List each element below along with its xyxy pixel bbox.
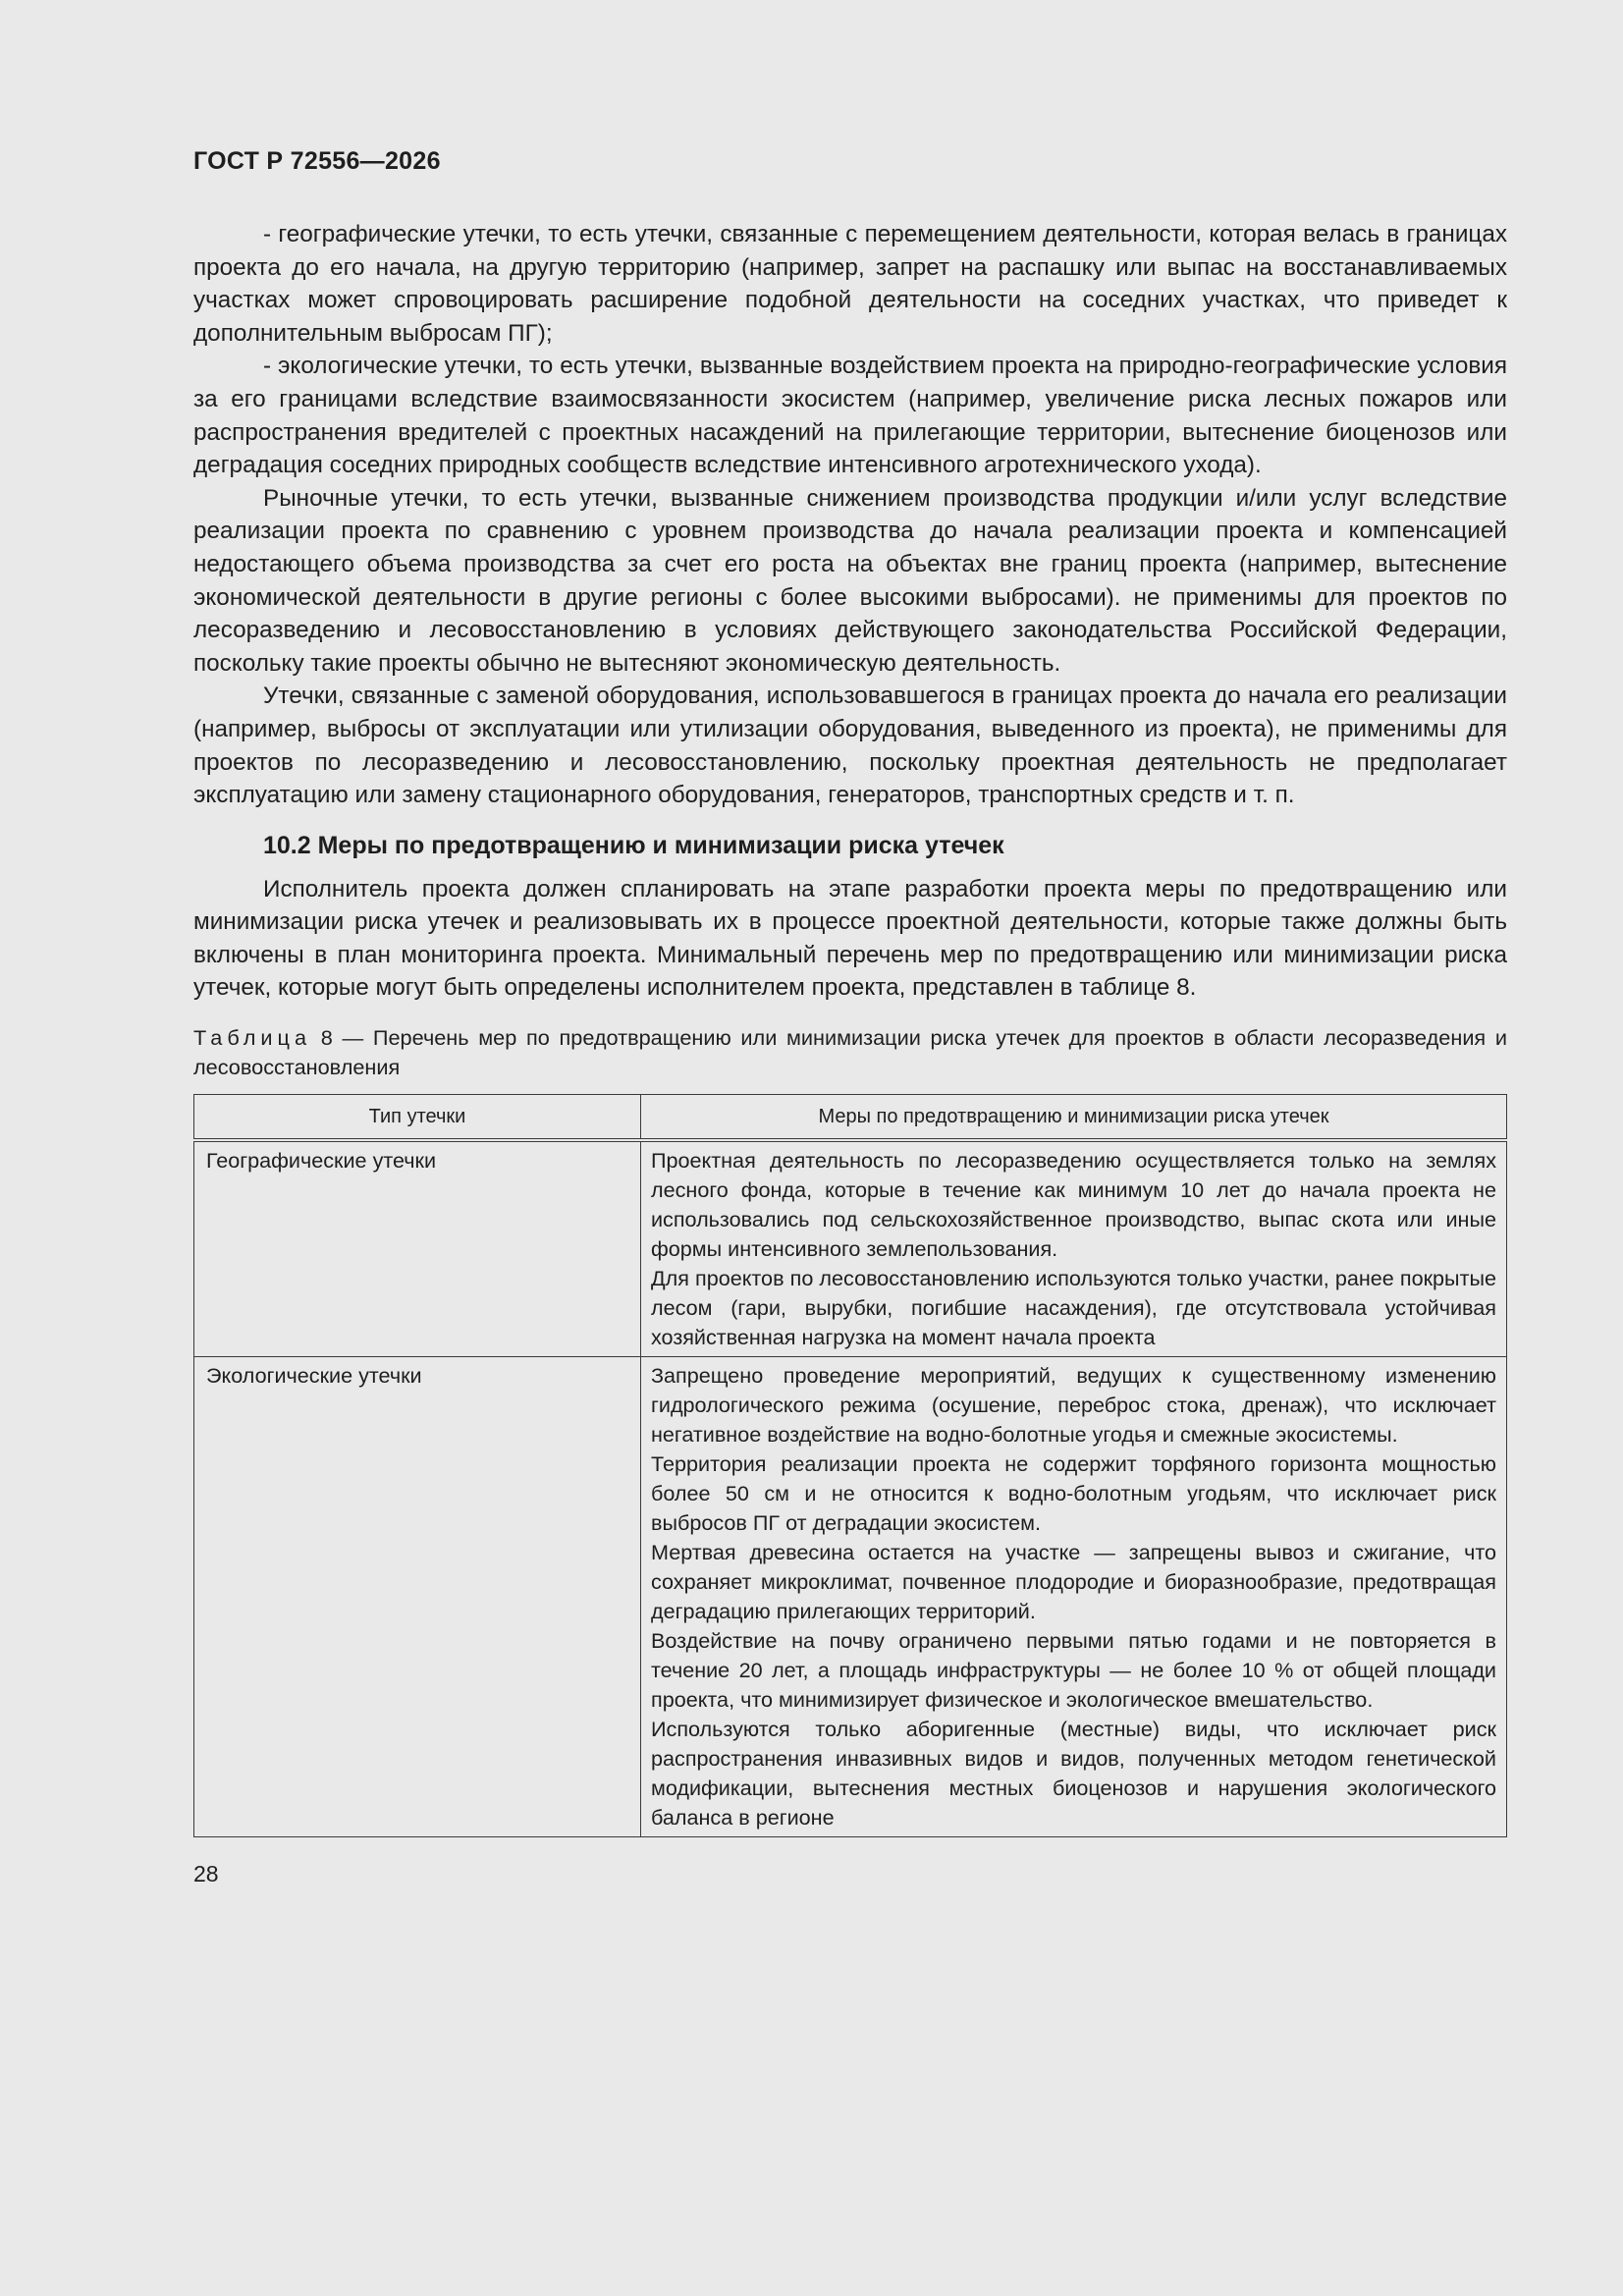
table-row xyxy=(194,1140,1507,1357)
table-caption-label: Таблица xyxy=(193,1025,312,1051)
measure-item: Для проектов по лесовосстановлению используются только участки, ранее покрытые лесом (гари, вырубки, погибшие насаждения), где отсутствовала устойчивая хозяйственная нагрузка на момент начала проекта xyxy=(651,1266,1496,1350)
table-caption-text: 8 — Перечень мер по предотвращению или минимизации риска утечек для проектов в области лесоразведения и лесовосстановления xyxy=(193,1025,1507,1080)
measure-item: Воздействие на почву ограничено первыми пятью годами и не повторяется в течение 20 лет, а площадь инфраструктуры — не более 10 % от общей площади проекта, что минимизирует физическое и экологическое вмешательство. xyxy=(651,1628,1496,1713)
paragraph-equipment-leaks: Утечки, связанные с заменой оборудования, использовавшегося в границах проекта до начала его реализации (например, выбросы от эксплуатации или утилизации оборудования, выведенного из проекта), не применимы для проектов по лесоразведению и лесовосстановлению, поскольку проектная деятельность не предполагает эксплуатацию или замену стационарного оборудования, генераторов, транспортных средств и т. п. xyxy=(193,683,1507,809)
table-row xyxy=(194,1357,1507,1837)
measures-cell xyxy=(641,1357,1507,1837)
measure-item: Мертвая древесина остается на участке — запрещены вывоз и сжигание, что сохраняет микроклимат, почвенное плодородие и биоразнообразие, предотвращая деградацию прилегающих территорий. xyxy=(651,1540,1496,1624)
paragraph-geographic-leaks: - географические утечки, то есть утечки, связанные с перемещением деятельности, которая велась в границах проекта до его начала, на другую территорию (например, запрет на распашку или выпас на восстанавливаемых участках может спровоцировать расширение подобной деятельности на соседних участках, что приведет к дополнительным выбросам ПГ); xyxy=(193,221,1507,347)
measure-item: Территория реализации проекта не содержит торфяного горизонта мощностью более 50 см и не относится к водно-болотным угодьям, что исключает риск выбросов ПГ от деградации экосистем. xyxy=(651,1451,1496,1536)
measures-cell xyxy=(641,1140,1507,1357)
paragraph-ecological-leaks: - экологические утечки, то есть утечки, вызванные воздействием проекта на природно-географические условия за его границами вследствие взаимосвязанности экосистем (например, увеличение риска лесных пожаров или распространения вредителей с проектных насаждений на прилегающие территории, вытеснение биоценозов или деградация соседних природных сообществ вследствие интенсивного агротехнического ухода). xyxy=(193,353,1507,479)
leak-type-cell: Географические утечки xyxy=(194,1140,641,1357)
leak-measures-table xyxy=(193,1094,1507,1837)
page-number: 28 xyxy=(193,1861,219,1887)
measure-item: Запрещено проведение мероприятий, ведущих к существенному изменению гидрологического режима (осушение, переброс стока, дренаж), что исключает негативное воздействие на водно-болотные угодья и смежные экосистемы. xyxy=(651,1363,1496,1448)
paragraph-market-leaks: Рыночные утечки, то есть утечки, вызванные снижением производства продукции и/или услуг вследствие реализации проекта по сравнению с уровнем производства до начала реализации проекта и компенсацией недостающего объема производства за счет его роста на объектах вне границ проекта (например, вытеснение экономической деятельности в другие регионы с более высокими выбросами). не применимы для проектов по лесоразведению и лесовосстановлению в условиях действующего законодательства Российской Федерации, поскольку такие проекты обычно не вытесняют экономическую деятельность. xyxy=(193,484,1507,677)
column-header-measures: Меры по предотвращению и минимизации риска утечек xyxy=(641,1095,1507,1141)
measure-item: Используются только аборигенные (местные) виды, что исключает риск распространения инвазивных видов и видов, полученных методом генетической модификации, вытеснения местных биоценозов и нарушения экологического баланса в регионе xyxy=(651,1717,1496,1831)
table-header-row xyxy=(194,1095,1507,1141)
leak-type-cell: Экологические утечки xyxy=(194,1357,641,1837)
table-caption xyxy=(193,1023,1507,1082)
section-heading: 10.2 Меры по предотвращению и минимизации риска утечек xyxy=(263,831,1004,859)
column-header-type: Тип утечки xyxy=(194,1095,641,1141)
section-paragraph: Исполнитель проекта должен спланировать на этапе разработки проекта меры по предотвращению или минимизации риска утечек и реализовывать их в процессе проектной деятельности, которые также должны быть включены в план мониторинга проекта. Минимальный перечень мер по предотвращению или минимизации риска утечек, которые могут быть определены исполнителем проекта, представлен в таблице 8. xyxy=(193,875,1507,1002)
document-page xyxy=(193,147,1507,1887)
measure-item: Проектная деятельность по лесоразведению осуществляется только на землях лесного фонда, которые в течение как минимум 10 лет до начала проекта не использовались под сельскохозяйственное производство, выпас скота или иные формы интенсивного землепользования. xyxy=(651,1148,1496,1262)
document-code-header: ГОСТ Р 72556—2026 xyxy=(193,147,441,175)
